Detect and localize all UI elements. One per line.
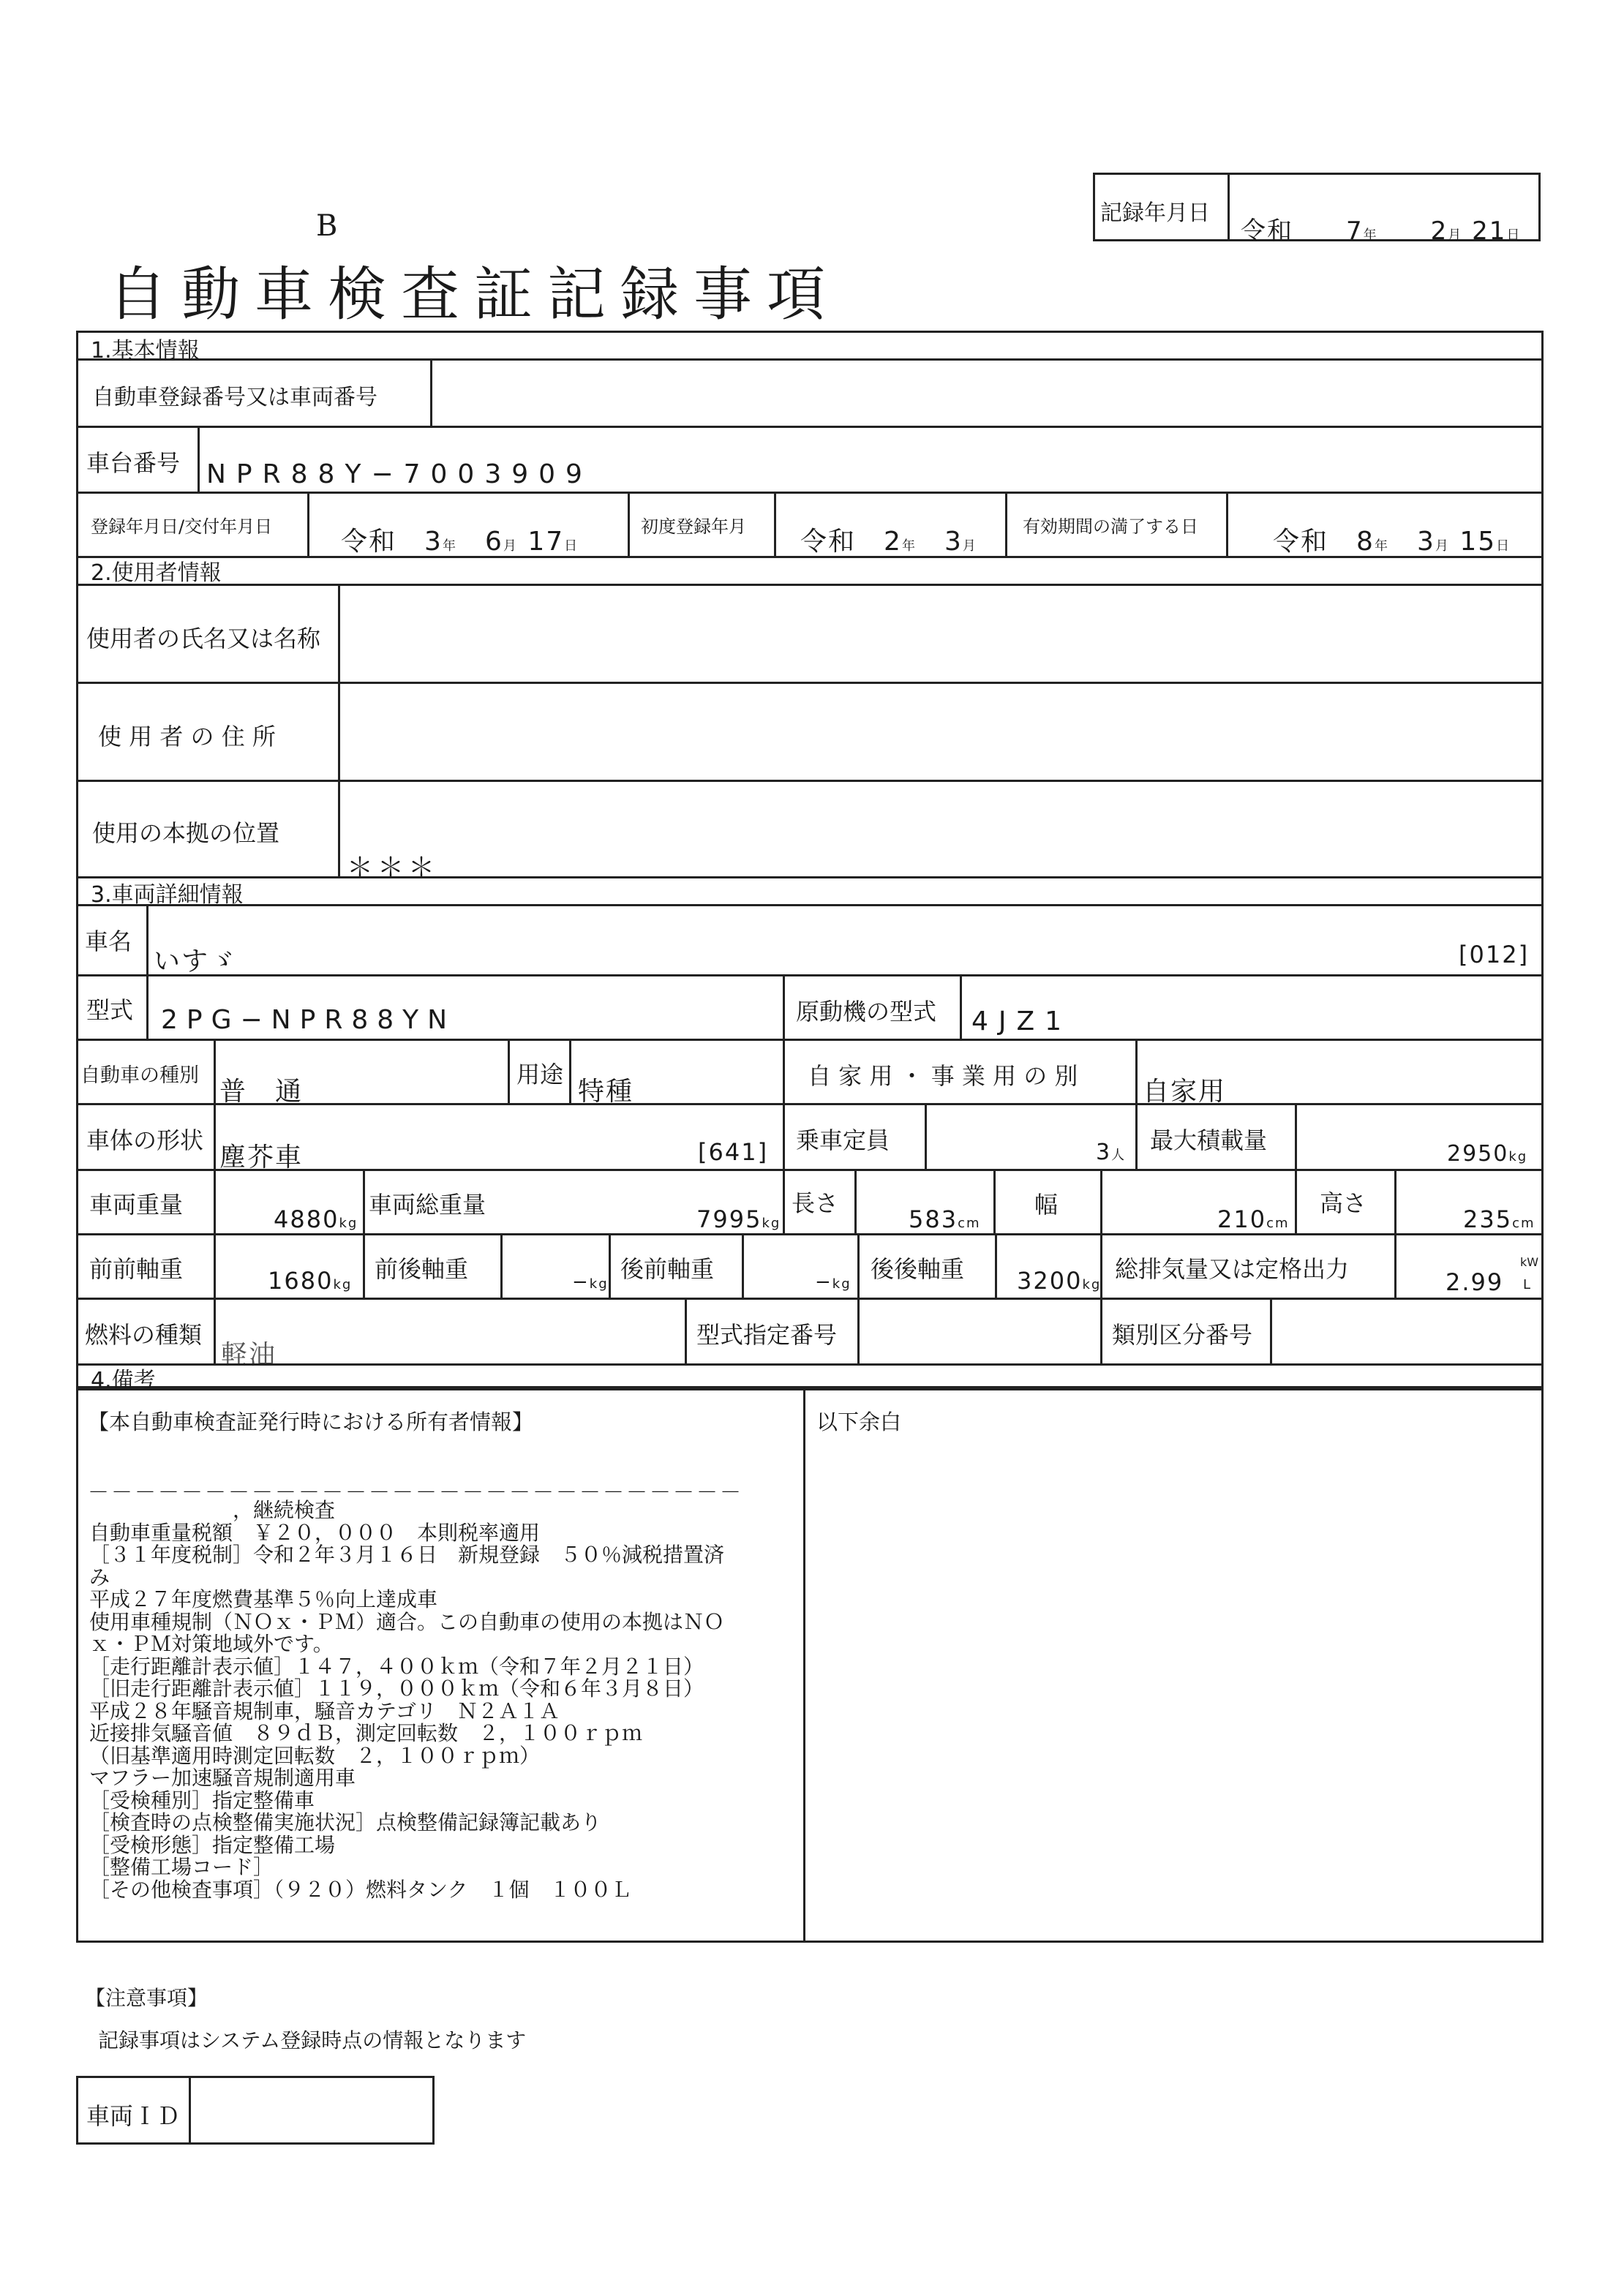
form-mark: B [316,209,338,243]
section2-title: 2.使用者情報 [91,560,222,586]
section1-title: 1.基本情報 [91,338,200,364]
notes-title: 【注意事項】 [85,1986,208,2010]
base-location: ＊＊＊ [347,853,440,883]
remarks-right-text: 以下余白 [816,1409,902,1434]
capacity: 3人 [1096,1140,1127,1165]
type-designation-label: 型式指定番号 [696,1321,838,1349]
body-label: 車体の形状 [86,1126,204,1154]
owner-header: 【本自動車検査証発行時における所有者情報】 [88,1409,534,1434]
width-label: 幅 [1034,1191,1059,1219]
rf-axle: −kg [815,1271,852,1293]
reg-date: 令和 3年 6月 17日 [341,527,579,557]
model: 2PG−NPR88YN [161,1005,456,1035]
engine-model-label: 原動機の型式 [796,998,937,1025]
record-date: 令和 7年 2月 21日 [1241,217,1522,246]
reg-number-label: 自動車登録番号又は車両番号 [92,385,377,410]
car-name: いすゞ [154,946,238,976]
fr-axle-label: 前後軸重 [375,1255,469,1283]
displacement-unit-kw: kW [1520,1255,1539,1269]
displacement-unit-l: L [1523,1277,1531,1292]
use: 特種 [578,1077,634,1107]
private-business: 自家用 [1143,1077,1227,1107]
kind-label: 自動車の種別 [80,1064,199,1087]
weight-label: 車両重量 [89,1191,184,1219]
fuel-label: 燃料の種類 [85,1321,203,1349]
use-label: 用途 [516,1061,564,1088]
width: 210cm [1217,1205,1290,1233]
section4-title: 4.備考 [91,1368,156,1393]
displacement-label: 総排気量又は定格出力 [1115,1255,1350,1283]
class-label: 類別区分番号 [1112,1321,1253,1349]
expiry-date: 令和 8年 3月 15日 [1273,527,1511,557]
document-title: 自動車検査証記録事項 [108,260,840,328]
private-label: 自 家 用 ・ 事 業 用 の 別 [808,1062,1078,1090]
length: 583cm [909,1205,981,1233]
expiry-label: 有効期間の満了する日 [1023,516,1198,537]
record-date-label: 記録年月日 [1100,200,1210,226]
ff-axle-label: 前前軸重 [89,1255,184,1283]
base-label: 使用の本拠の位置 [92,819,280,847]
car-name-label: 車名 [85,927,132,955]
displacement: 2.99 [1446,1268,1504,1296]
notes-text: 記録事項はシステム登録時点の情報となります [98,2028,527,2052]
body-code: [641] [698,1138,769,1166]
remarks-text: ，継続検査 自動車重量税額 ￥２０，０００ 本則税率適用 ［３１年度税制］令和２年３月１６日 新規登録 ５０％減税措置済 み 平成２７年度燃費基準５％向上達成車 使用車種規制（ＮＯｘ・ＰＭ）適合。この自動車の使用の本拠はＮＯ ｘ・ＰＭ対策地域外です。 ［走行距離計表示値］１４７，４００ｋｍ（令和７年２月２１日） ［旧走行距離計表示値］１１９，０００ｋｍ（令和６年３月８日） 平成２８年騒音規制車，騒音カテゴリ Ｎ２Ａ１Ａ 近接排気騒音値 ８９ｄＢ，測定回転数 ２，１００ｒｐｍ （旧基準適用時測定回転数 ２，１００ｒｐｍ） マフラー加速騒音規制適用車 ［受検種別］指定整備車 ［検査時の点検整備実施状況］点検整備記録簿記載あり ［受検形態］指定整備工場 ［整備工場コード］ ［その他検査事項］（９２０）燃料タンク １個 １００Ｌ [89,1498,725,1902]
section3-title: 3.車両詳細情報 [91,882,244,908]
first-reg: 令和 2年 3月 [800,527,977,557]
gross-label: 車両総重量 [369,1191,486,1219]
ff-axle: 1680kg [268,1267,353,1295]
kind: 普 通 [219,1077,304,1107]
chassis-number: NPR88Y−7003909 [206,459,593,489]
rf-axle-label: 後前軸重 [620,1255,715,1283]
engine-model: 4JZ1 [971,1006,1072,1036]
remarks-dashes: －－－－－－－－－－－－－－－－－－－－－－－－－－－－ [88,1480,744,1505]
first-reg-label: 初度登録年月 [641,516,746,537]
height-label: 高さ [1320,1189,1367,1217]
max-load: 2950kg [1447,1141,1528,1167]
model-label: 型式 [86,996,134,1024]
body-shape: 塵芥車 [219,1143,304,1173]
rr-axle: 3200kg [1017,1267,1102,1295]
reg-date-label: 登録年月日/交付年月日 [91,516,273,537]
gross-weight: 7995kg [696,1205,781,1233]
length-label: 長さ [792,1189,839,1217]
rr-axle-label: 後後軸重 [871,1255,965,1283]
fuel: 軽油 [221,1340,277,1370]
capacity-label: 乗車定員 [796,1126,890,1154]
chassis-label: 車台番号 [86,449,181,477]
height: 235cm [1463,1205,1535,1233]
user-address-label: 使 用 者 の 住 所 [98,723,276,750]
max-load-label: 最大積載量 [1150,1126,1268,1154]
fr-axle: −kg [572,1271,609,1293]
vehicle-weight: 4880kg [274,1205,358,1233]
car-name-code: [012] [1459,941,1530,968]
user-name-label: 使用者の氏名又は名称 [86,625,321,652]
vehicle-id-label: 車両ＩＤ [86,2102,181,2130]
